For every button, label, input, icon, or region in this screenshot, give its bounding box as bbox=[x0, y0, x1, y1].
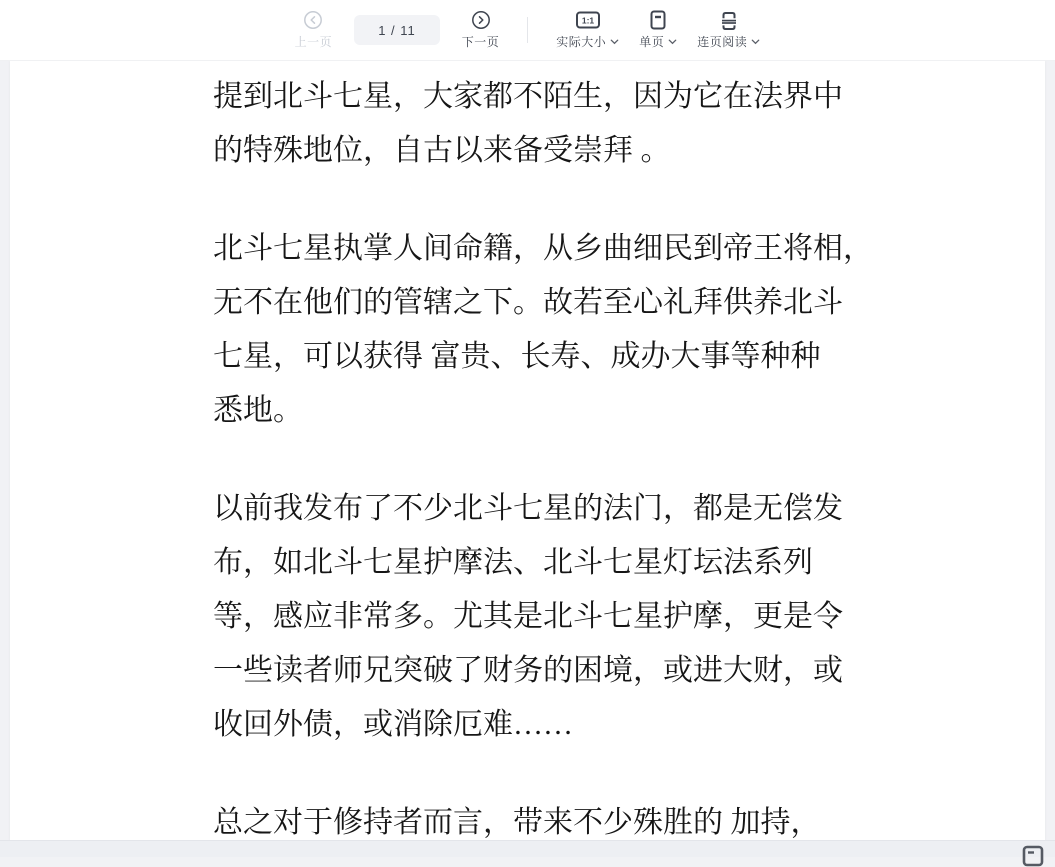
paragraph bbox=[213, 796, 1045, 840]
single-page-label: 单页 bbox=[639, 35, 665, 49]
text-line: 总之对于修持者而言，带来不少殊胜的 加持， bbox=[213, 806, 821, 839]
continuous-reading-label: 连页阅读 bbox=[697, 35, 748, 49]
text-line: 提到北斗七星，大家都不陌生，因为它在法界中 bbox=[213, 80, 843, 113]
actual-size-1to1-icon bbox=[574, 10, 602, 30]
page-indicator-text: 1 / 11 bbox=[378, 22, 416, 38]
text-line: 北斗七星执掌人间命籍，从乡曲细民到帝王将相， bbox=[213, 232, 873, 265]
page-indicator[interactable] bbox=[354, 15, 440, 45]
prev-page-label: 上一页 bbox=[294, 35, 333, 49]
single-page-icon bbox=[648, 10, 668, 30]
text-line: 悉地。 bbox=[213, 394, 303, 427]
paragraph bbox=[213, 70, 1045, 178]
next-page-label: 下一页 bbox=[461, 35, 500, 49]
single-page-dropdown[interactable] bbox=[635, 8, 681, 52]
document-text bbox=[10, 60, 1045, 840]
continuous-reading-dropdown[interactable] bbox=[693, 8, 764, 52]
chevron-down-icon bbox=[610, 39, 619, 45]
text-line: 七星，可以获得 富贵、长寿、成办大事等种种 bbox=[213, 340, 821, 373]
text-line: 布，如北斗七星护摩法、北斗七星灯坛法系列 bbox=[213, 546, 813, 579]
next-page-circle-icon bbox=[471, 10, 491, 30]
toolbar-divider bbox=[527, 17, 528, 43]
text-line: 一些读者师兄突破了财务的困境，或进大财，或 bbox=[213, 654, 843, 687]
paragraph bbox=[213, 482, 1045, 752]
continuous-reading-icon bbox=[719, 10, 739, 30]
next-page-button[interactable] bbox=[458, 8, 504, 52]
actual-size-dropdown[interactable] bbox=[552, 8, 623, 52]
text-line: 收回外债，或消除厄难…… bbox=[213, 708, 573, 741]
document-page[interactable] bbox=[10, 60, 1045, 840]
prev-page-button[interactable] bbox=[291, 8, 337, 52]
chevron-down-icon bbox=[668, 39, 677, 45]
prev-page-circle-icon bbox=[303, 10, 323, 30]
actual-size-label: 实际大小 bbox=[556, 35, 607, 49]
svg-text:1:1: 1:1 bbox=[581, 15, 594, 26]
text-line: 无不在他们的管辖之下。故若至心礼拜供养北斗 bbox=[213, 286, 843, 319]
chevron-down-icon bbox=[751, 39, 760, 45]
text-line: 等，感应非常多。尤其是北斗七星护摩，更是令 bbox=[213, 600, 843, 633]
corner-panel-icon[interactable] bbox=[1022, 845, 1044, 867]
bottom-bar bbox=[0, 840, 1055, 857]
text-line: 以前我发布了不少北斗七星的法门，都是无偿发 bbox=[213, 492, 843, 525]
text-line: 的特殊地位，自古以来备受崇拜 。 bbox=[213, 134, 671, 167]
viewer-toolbar bbox=[0, 0, 1055, 61]
paragraph bbox=[213, 222, 1045, 438]
toolbar-group bbox=[285, 8, 771, 52]
